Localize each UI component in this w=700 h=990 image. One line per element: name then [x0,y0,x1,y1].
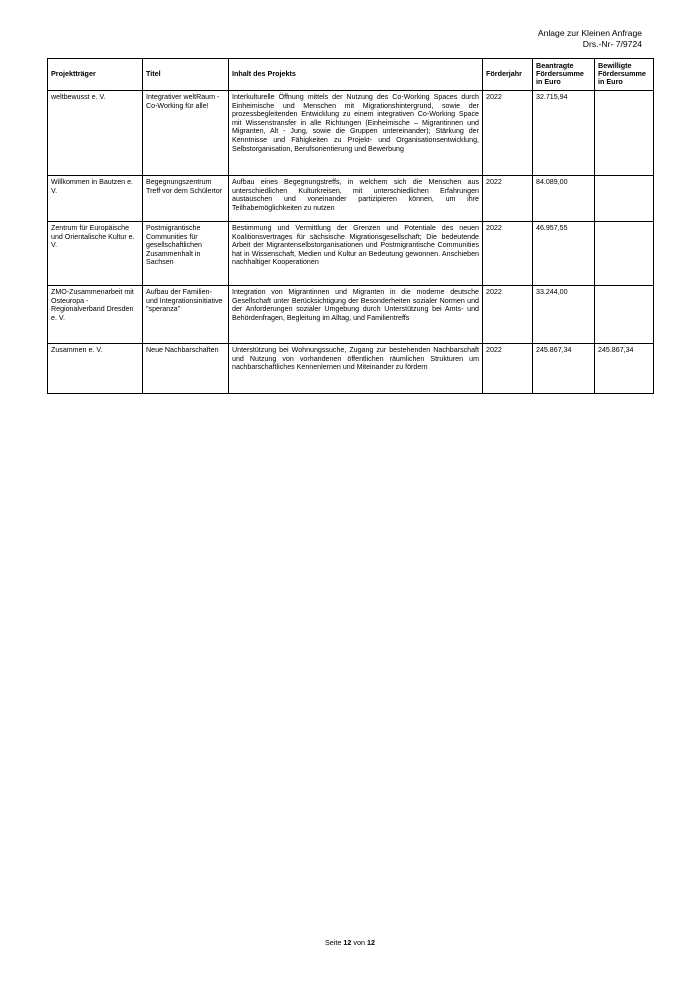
footer-page-prefix: Seite [325,938,342,947]
table-row [48,286,654,344]
cell-inhalt: Bestimmung und Vermittlung der Grenzen und Potentiale des neuen Koalitionsvertrages für sächsische Migrationsgesellschaft; Die bedeutende Arbeit der Migrantenselbstorganisationen und Postmigrantische Communities hat in Wissenschaft, Medien und Kultur an Bedeutung gewonnen. Anschieben nachhaltiger Kooperationen [229,222,483,286]
cell-titel: Postmigrantische Communities für gesellschaftlichen Zusammenhalt in Sachsen [143,222,229,286]
cell-beantragt: 84.089,00 [533,176,595,222]
funding-table [47,58,654,394]
cell-titel: Neue Nachbarschaften [143,344,229,394]
table-row [48,91,654,176]
cell-titel: Integrativer weltRaum - Co-Working für alle! [143,91,229,176]
header-drs-number: Drs.-Nr- 7/9724 [582,39,642,49]
cell-bewilligt [595,222,654,286]
column-header-foerderjahr: Förderjahr [483,59,533,91]
cell-traeger: weltbewusst e. V. [48,91,143,176]
cell-beantragt: 33.244,00 [533,286,595,344]
cell-beantragt: 32.715,94 [533,91,595,176]
cell-inhalt: Integration von Migrantinnen und Migranten in die moderne deutsche Gesellschaft unter Berücksichtigung der Besonderheiten sozialer Normen und der Anforderungen sozialer Umgebung durch Unterstützung bei Amts- und Behördenfragen, Begleitung im Alltag, und Familientreffs [229,286,483,344]
cell-bewilligt [595,176,654,222]
cell-inhalt: Interkulturelle Öffnung mittels der Nutzung des Co-Working Spaces durch Einheimische und Menschen mit Migrationshintergrund, sowie der prozessbegleitenden Entwicklung zu einem integrativen Co-Working Space mit Wissenstransfer in alle Richtungen (Einheimische – Migrantinnen und Migranten, Alt - Jung, sowie die Gruppen untereinander); Stärkung der Kenntnisse und Fähigkeiten zu Projekt- und Organisationsentwicklung, Selbstorganisation, Berufsorientierung und Bewerbung [229,91,483,176]
cell-inhalt: Unterstützung bei Wohnungssuche, Zugang zur bestehenden Nachbarschaft und Nutzung von vorhandenen öffentlichen räumlichen Strukturen um nachbarschaftliches Kennenlernen und Miteinander zu fördern [229,344,483,394]
cell-traeger: Willkommen in Bautzen e. V. [48,176,143,222]
footer-page-number: 12 [343,938,352,947]
cell-jahr: 2022 [483,286,533,344]
column-header-titel: Titel [143,59,229,91]
footer-page-total: 12 [366,938,375,947]
column-header-traeger: Projektträger [48,59,143,91]
cell-bewilligt: 245.867,34 [595,344,654,394]
cell-inhalt: Aufbau eines Begegnungstreffs, in welchem sich die Menschen aus unterschiedlichen Kulturkreisen, mit unterschiedlichen Erfahrungen austauschen und voneinander partizipieren können, um ihre Teilhabemöglichkeiten zu nutzen [229,176,483,222]
page-footer [0,938,700,947]
cell-traeger: Zentrum für Europäische und Orientalische Kultur e. V. [48,222,143,286]
column-header-inhalt: Inhalt des Projekts [229,59,483,91]
table-header-row [48,59,654,91]
cell-traeger: Zusammen e. V. [48,344,143,394]
document-header [538,28,642,50]
footer-page-sep: von [353,938,365,947]
column-header-bewilligt: Bewilligte Fördersumme in Euro [595,59,654,91]
cell-traeger: ZMO-Zusammenarbeit mit Osteuropa - Regionalverband Dresden e. V. [48,286,143,344]
cell-jahr: 2022 [483,91,533,176]
cell-titel: Aufbau der Familien- und Integrationsinitiative "speranza" [143,286,229,344]
table-row [48,222,654,286]
column-header-beantragt: Beantragte Fördersumme in Euro [533,59,595,91]
cell-bewilligt [595,91,654,176]
cell-jahr: 2022 [483,344,533,394]
cell-titel: Begegnungszentrum Treff vor dem Schülertor [143,176,229,222]
cell-beantragt: 245.867,34 [533,344,595,394]
cell-jahr: 2022 [483,222,533,286]
cell-jahr: 2022 [483,176,533,222]
cell-bewilligt [595,286,654,344]
table-row [48,344,654,394]
cell-beantragt: 46.957,55 [533,222,595,286]
table-row [48,176,654,222]
header-annex-line: Anlage zur Kleinen Anfrage [537,28,642,38]
